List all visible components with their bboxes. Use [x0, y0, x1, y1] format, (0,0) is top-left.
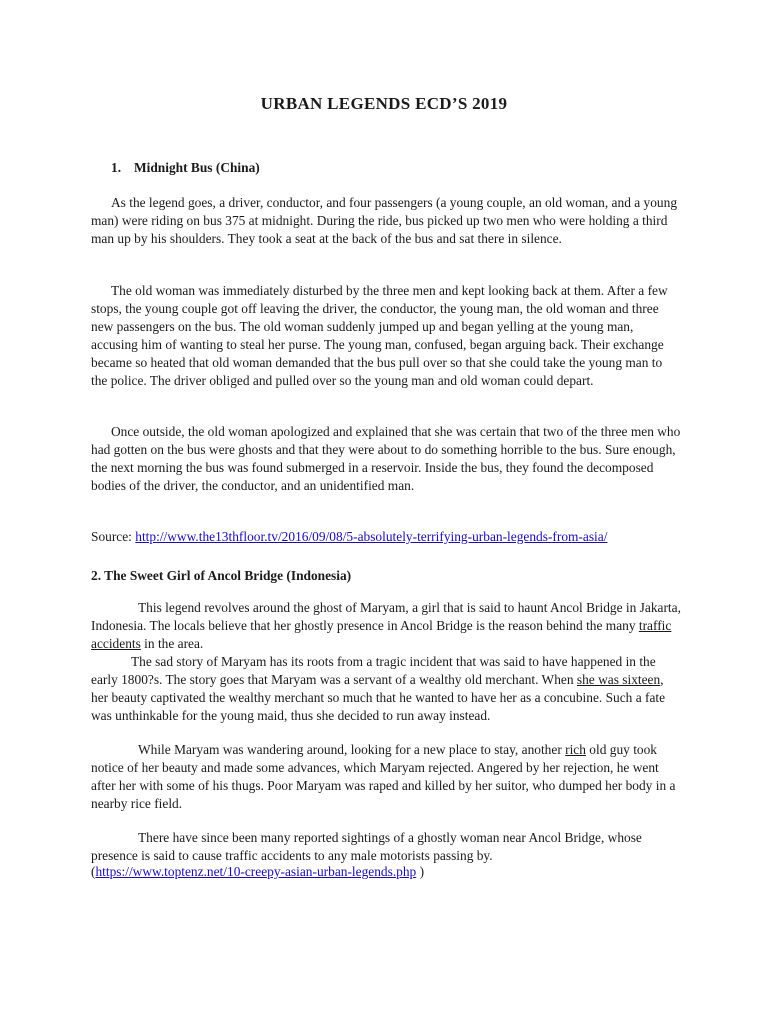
document-title: URBAN LEGENDS ECD’S 2019: [260, 94, 508, 113]
she-was-sixteen-link[interactable]: she was sixteen: [576, 672, 661, 687]
legend1-source: [91, 528, 681, 546]
legend2-p3-text-a: While Maryam was wandering around, looking for a new place to stay, another: [138, 742, 566, 757]
legend1-paragraph-1: As the legend goes, a driver, conductor, and four passengers (a young couple, an old woman, and a young man) were riding on bus 375 at midnight. During the ride, bus picked up two men who were holding a third man up by his shoulders. They took a seat at the back of the bus and sat there in silence.: [91, 195, 678, 246]
rich-link[interactable]: rich: [565, 742, 586, 757]
legend2-source-close: ): [416, 864, 425, 879]
legend1-source-link[interactable]: http://www.the13thfloor.tv/2016/09/08/5-absolutely-terrifying-urban-legends-from-asia/: [135, 529, 608, 544]
legend2-source-link[interactable]: https://www.toptenz.net/10-creepy-asian-urban-legends.php: [95, 864, 417, 879]
legend2-p2-text-b: , her beauty captivated the wealthy merchant so much that he wanted to have her as a concubine. Such a fate was unthinkable for the young maid, thus she decided to run away instead.: [91, 672, 666, 723]
legend1-paragraph-3: Once outside, the old woman apologized and explained that she was certain that two of the three men who had gotten on the bus were ghosts and that they were about to do something horrible to the bus. Sure enough, the next morning the bus was found submerged in a reservoir. Inside the bus, they found the decomposed bodies of the driver, the conductor, and an unidentified man.: [91, 424, 681, 493]
legend2-p1-text-b: in the area.: [140, 636, 204, 651]
legend2-paragraph-3: [91, 741, 681, 813]
legend2-source-open: (: [91, 864, 96, 879]
legend2-source: [91, 863, 681, 881]
legend1-number: 1.: [111, 160, 122, 175]
legend2-p1-text-a: This legend revolves around the ghost of Maryam, a girl that is said to haunt Ancol Bridge in Jakarta, Indonesia. The locals believe that her ghostly presence in Ancol Bridge is the reason behind the many: [91, 600, 681, 633]
legend2-p3-text-b: old guy took notice of her beauty and made some advances, which Maryam rejected. Angered by her rejection, he went after her with some of his thugs. Poor Maryam was raped and killed by her suitor, who dumped her body in a nearby rice field.: [91, 742, 676, 811]
legend2-heading: 2. The Sweet Girl of Ancol Bridge (Indonesia): [91, 568, 352, 583]
legend2-paragraph-1: [91, 599, 681, 653]
legend1-source-label: Source:: [91, 529, 136, 544]
legend2-paragraph-4: There have since been many reported sightings of a ghostly woman near Ancol Bridge, whose presence is said to cause traffic accidents to any male motorists passing by.: [91, 830, 642, 863]
legend2-p2-text-a: The sad story of Maryam has its roots from a tragic incident that was said to have happened in the early 1800?s. The story goes that Maryam was a servant of a wealthy old merchant. When: [91, 654, 656, 687]
legend1-title: Midnight Bus (China): [134, 160, 260, 175]
traffic-accidents-link[interactable]: traffic accidents: [91, 618, 672, 651]
legend2-paragraph-2: [91, 653, 681, 725]
legend1-paragraph-2: The old woman was immediately disturbed by the three men and kept looking back at them. After a few stops, the young couple got off leaving the driver, the conductor, the young man, the old woman and three new passengers on the bus. The old woman suddenly jumped up and began yelling at the young man, accusing him of wanting to steal her purse. The young man, confused, began arguing back. Their exchange became so heated that old woman demanded that the bus pull over so that she could take the young man to the police. The driver obliged and pulled over so the young man and old woman could depart.: [91, 283, 668, 388]
legend1-heading: [91, 159, 681, 177]
